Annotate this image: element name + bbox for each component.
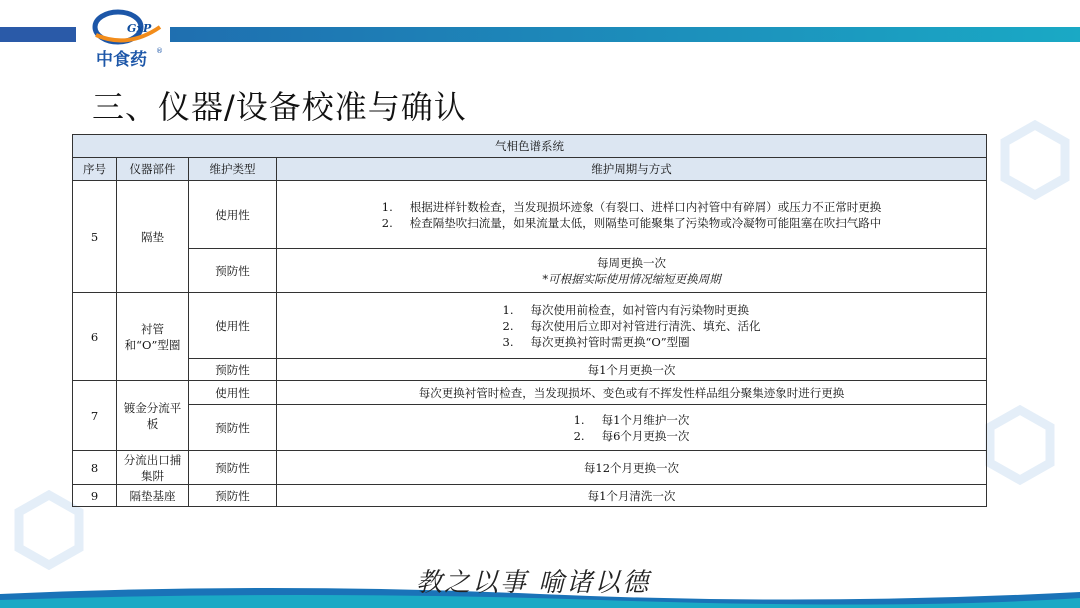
list-text: 每次使用后立即对衬管进行清洗、填充、活化 — [530, 318, 761, 333]
maintenance-method: 每1个月清洗一次 — [277, 485, 987, 507]
maintenance-type: 预防性 — [189, 451, 277, 485]
table-row — [73, 451, 987, 485]
header-bar-right — [170, 27, 1080, 42]
maintenance-method — [277, 181, 987, 249]
part-name: 分流出口捕集阱 — [117, 451, 189, 485]
maintenance-type: 预防性 — [189, 359, 277, 381]
list-text: 根据进样针数检查，当发现损坏迹象（有裂口、进样口内衬管中有碎屑）或压力不正常时更换 — [409, 199, 882, 214]
table-header-row — [73, 158, 987, 181]
maintenance-table — [72, 134, 987, 507]
maintenance-type: 使用性 — [189, 181, 277, 249]
list-number: 2. — [573, 428, 585, 443]
table-row — [73, 249, 987, 293]
method-list — [574, 412, 690, 444]
method-note: *可根据实际使用情况缩短更换周期 — [542, 271, 721, 286]
maintenance-method — [277, 249, 987, 293]
table-row — [73, 485, 987, 507]
column-header: 序号 — [73, 158, 117, 181]
logo-text: 中食药 — [96, 50, 147, 70]
table-row — [73, 381, 987, 405]
list-number: 3. — [502, 334, 514, 349]
maintenance-method: 每12个月更换一次 — [277, 451, 987, 485]
row-number: 5 — [73, 181, 117, 293]
maintenance-type: 预防性 — [189, 249, 277, 293]
column-header: 维护周期与方式 — [277, 158, 987, 181]
page-title: 三、仪器/设备校准与确认 — [92, 88, 467, 126]
maintenance-method: 每1个月更换一次 — [277, 359, 987, 381]
list-number: 2. — [381, 215, 393, 230]
maintenance-type: 使用性 — [189, 293, 277, 359]
table-row — [73, 359, 987, 381]
table-row — [73, 405, 987, 451]
method-text: 每周更换一次 — [597, 255, 666, 270]
hexagon-decoration-icon — [985, 405, 1055, 485]
maintenance-type: 使用性 — [189, 381, 277, 405]
header-bar-left — [0, 27, 76, 42]
list-number: 1. — [381, 199, 393, 214]
list-text: 每次使用前检查，如衬管内有污染物时更换 — [530, 302, 749, 317]
footer-slogan: 教之以事 喻诸以德 — [416, 568, 651, 598]
list-text: 检查隔垫吹扫流量，如果流量太低，则隔垫可能聚集了污染物或冷凝物可能阻塞在吹扫气路中 — [409, 215, 882, 230]
table-title-row — [73, 135, 987, 158]
company-logo — [88, 5, 170, 70]
row-number: 6 — [73, 293, 117, 381]
hexagon-decoration-icon — [1000, 120, 1070, 200]
maintenance-type: 预防性 — [189, 485, 277, 507]
maintenance-method: 每次更换衬管时检查，当发现损坏、变色或有不挥发性样品组分聚集迹象时进行更换 — [277, 381, 987, 405]
list-number: 1. — [573, 412, 585, 427]
part-name: 镀金分流平板 — [117, 381, 189, 451]
list-item — [503, 318, 761, 334]
part-name: 隔垫基座 — [117, 485, 189, 507]
logo-gxp-text: GxP — [127, 22, 152, 35]
maintenance-type: 预防性 — [189, 405, 277, 451]
list-item — [382, 199, 882, 215]
list-item — [574, 412, 690, 428]
method-list — [503, 302, 761, 350]
row-number: 9 — [73, 485, 117, 507]
list-item — [382, 215, 882, 231]
row-number: 8 — [73, 451, 117, 485]
list-text: 每6个月更换一次 — [601, 428, 690, 443]
logo-registered-mark: ® — [156, 47, 163, 55]
part-name: 衬管和“O”型圈 — [117, 293, 189, 381]
maintenance-method — [277, 405, 987, 451]
list-text: 每1个月维护一次 — [601, 412, 690, 427]
list-number: 1. — [502, 302, 514, 317]
list-item — [503, 334, 761, 350]
row-number: 7 — [73, 381, 117, 451]
list-number: 2. — [502, 318, 514, 333]
list-text: 每次更换衬管时需更换“O”型圈 — [530, 334, 690, 349]
system-title: 气相色谱系统 — [73, 135, 987, 158]
table-row — [73, 293, 987, 359]
maintenance-method — [277, 293, 987, 359]
method-list — [382, 199, 882, 231]
column-header: 维护类型 — [189, 158, 277, 181]
column-header: 仪器部件 — [117, 158, 189, 181]
table-row — [73, 181, 987, 249]
list-item — [503, 302, 761, 318]
list-item — [574, 428, 690, 444]
part-name: 隔垫 — [117, 181, 189, 293]
